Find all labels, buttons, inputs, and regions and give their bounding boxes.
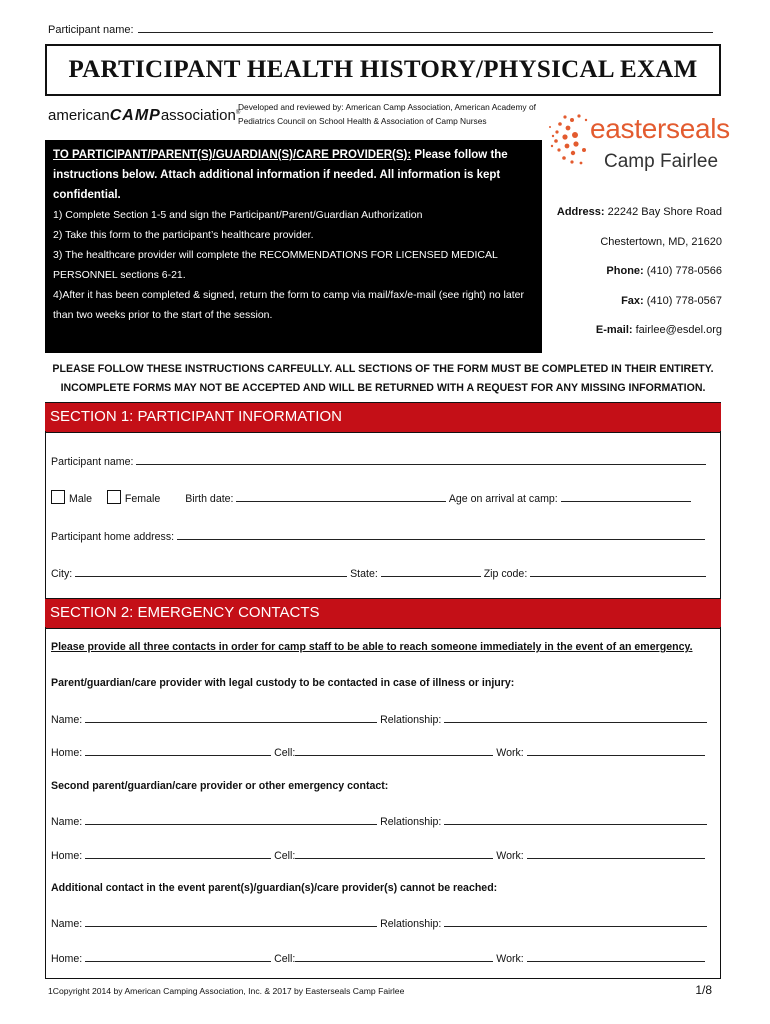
age-on-arrival-input[interactable] [561, 491, 691, 502]
instructions-heading-text: Please follow the instructions below. Attach additional information if needed. All information is kept confidential. [53, 149, 508, 201]
easterseals-logo-text: easterseals [590, 113, 730, 144]
instruction-step-1: 1) Complete Section 1-5 and sign the Participant/Parent/Guardian Authorization [53, 209, 423, 221]
section-1-header: SECTION 1: PARTICIPANT INFORMATION [45, 402, 721, 433]
contact-2-cell-input[interactable] [295, 848, 493, 859]
contact-2-work-input[interactable] [527, 848, 705, 859]
contact-3-name-row: Name: Relationship: [51, 916, 707, 930]
contact-1-relationship-input[interactable] [444, 712, 707, 723]
page-number: 1/8 [695, 983, 712, 997]
contact-1-name-input[interactable] [85, 712, 377, 723]
top-participant-name-field[interactable] [48, 22, 713, 36]
aca-logo [48, 107, 240, 125]
s2-intro: Please provide all three contacts in order for camp staff to be able to reach someone immediately in the event of an emergency. [51, 641, 693, 653]
contact-2-name-input[interactable] [85, 814, 377, 825]
contact-2-heading: Second parent/guardian/care provider or other emergency contact: [51, 780, 389, 792]
developed-by-note: Developed and reviewed by: American Camp Association, American Academy of Pediatrics Council on School Health & Association of Camp Nurses [238, 102, 536, 126]
male-checkbox[interactable] [51, 490, 65, 504]
contact-1-name-row: Name: Relationship: [51, 712, 707, 726]
instruction-step-4: 4)After it has been completed & signed, return the form to camp via mail/fax/e-mail (see right) no later than two weeks prior to the start of the session. [53, 289, 524, 321]
address-line-1: Address: 22242 Bay Shore Road [556, 206, 722, 218]
camp-fairlee-logo-text: Camp Fairlee [604, 151, 719, 172]
contact-2-relationship-input[interactable] [444, 814, 707, 825]
contact-1-home-input[interactable] [85, 745, 271, 756]
page-title: PARTICIPANT HEALTH HISTORY/PHYSICAL EXAM [45, 44, 721, 96]
contact-1-cell-input[interactable] [295, 745, 493, 756]
footer-copyright: 1Copyright 2014 by American Camping Association, Inc. & 2017 by Easterseals Camp Fairlee [48, 986, 405, 996]
birth-date-input[interactable] [236, 491, 446, 502]
contact-3-cell-input[interactable] [295, 951, 493, 962]
instructions-heading [53, 145, 534, 205]
s1-home-address-row: Participant home address: [51, 529, 705, 543]
contact-2-home-input[interactable] [85, 848, 271, 859]
contact-3-heading: Additional contact in the event parent(s)/guardian(s)/care provider(s) cannot be reached: [51, 882, 498, 894]
contact-2-phone-row: Home: Cell: Work: [51, 848, 705, 862]
section-2-header: SECTION 2: EMERGENCY CONTACTS [45, 598, 721, 629]
contact-3-name-input[interactable] [85, 916, 377, 927]
warning-line-1: PLEASE FOLLOW THESE INSTRUCTIONS CARFEULLY. ALL SECTIONS OF THE FORM MUST BE COMPLETED IN THEIR ENTIRETY. [52, 363, 714, 375]
contact-1-phone-row: Home: Cell: Work: [51, 745, 705, 759]
email: E-mail: fairlee@esdel.org [595, 324, 722, 336]
female-checkbox[interactable] [107, 490, 121, 504]
contact-3-relationship-input[interactable] [444, 916, 707, 927]
camp-contact-block [557, 198, 722, 346]
zip-code-input[interactable] [530, 566, 706, 577]
contact-3-home-input[interactable] [85, 951, 271, 962]
aca-logo-camp: CAMP [109, 107, 161, 124]
instruction-step-3: 3) The healthcare provider will complete the RECOMMENDATIONS FOR LICENSED MEDICAL PERSONNEL sections 6-21. [53, 249, 498, 281]
address-line-2: Chestertown, MD, 21620 [600, 235, 722, 248]
home-address-input[interactable] [177, 529, 705, 540]
contact-3-phone-row: Home: Cell: Work: [51, 951, 705, 965]
s1-sex-birth-row: Male Female Birth date: Age on arrival at camp: [51, 490, 691, 505]
s1-participant-name-row: Participant name: [51, 454, 706, 468]
phone: Phone: (410) 778-0566 [606, 265, 722, 277]
aca-logo-right: association [160, 107, 236, 124]
contact-3-work-input[interactable] [527, 951, 705, 962]
participant-name-line[interactable] [138, 22, 713, 33]
participant-name-label: Participant name: [48, 24, 134, 36]
s1-city-state-zip-row: City: State: Zip code: [51, 566, 706, 580]
form-warning [45, 360, 721, 398]
fax: Fax: (410) 778-0567 [621, 294, 722, 307]
instructions-box [45, 140, 542, 353]
warning-line-2: INCOMPLETE FORMS MAY NOT BE ACCEPTED AND WILL BE RETURNED WITH A REQUEST FOR ANY MISSING INFORMATION. [60, 382, 706, 394]
aca-logo-left: american [48, 107, 110, 124]
contact-1-work-input[interactable] [527, 745, 705, 756]
s1-participant-name-input[interactable] [136, 454, 706, 465]
contact-1-heading: Parent/guardian/care provider with legal custody to be contacted in case of illness or injury: [51, 677, 515, 689]
contact-2-name-row: Name: Relationship: [51, 814, 707, 828]
aca-logo-mark: ® [235, 110, 241, 116]
city-input[interactable] [75, 566, 347, 577]
instructions-heading-addressee: TO PARTICIPANT/PARENT(S)/GUARDIAN(S)/CARE PROVIDER(S): [53, 149, 412, 161]
state-input[interactable] [381, 566, 481, 577]
instruction-step-2: 2) Take this form to the participant’s healthcare provider. [53, 229, 314, 241]
